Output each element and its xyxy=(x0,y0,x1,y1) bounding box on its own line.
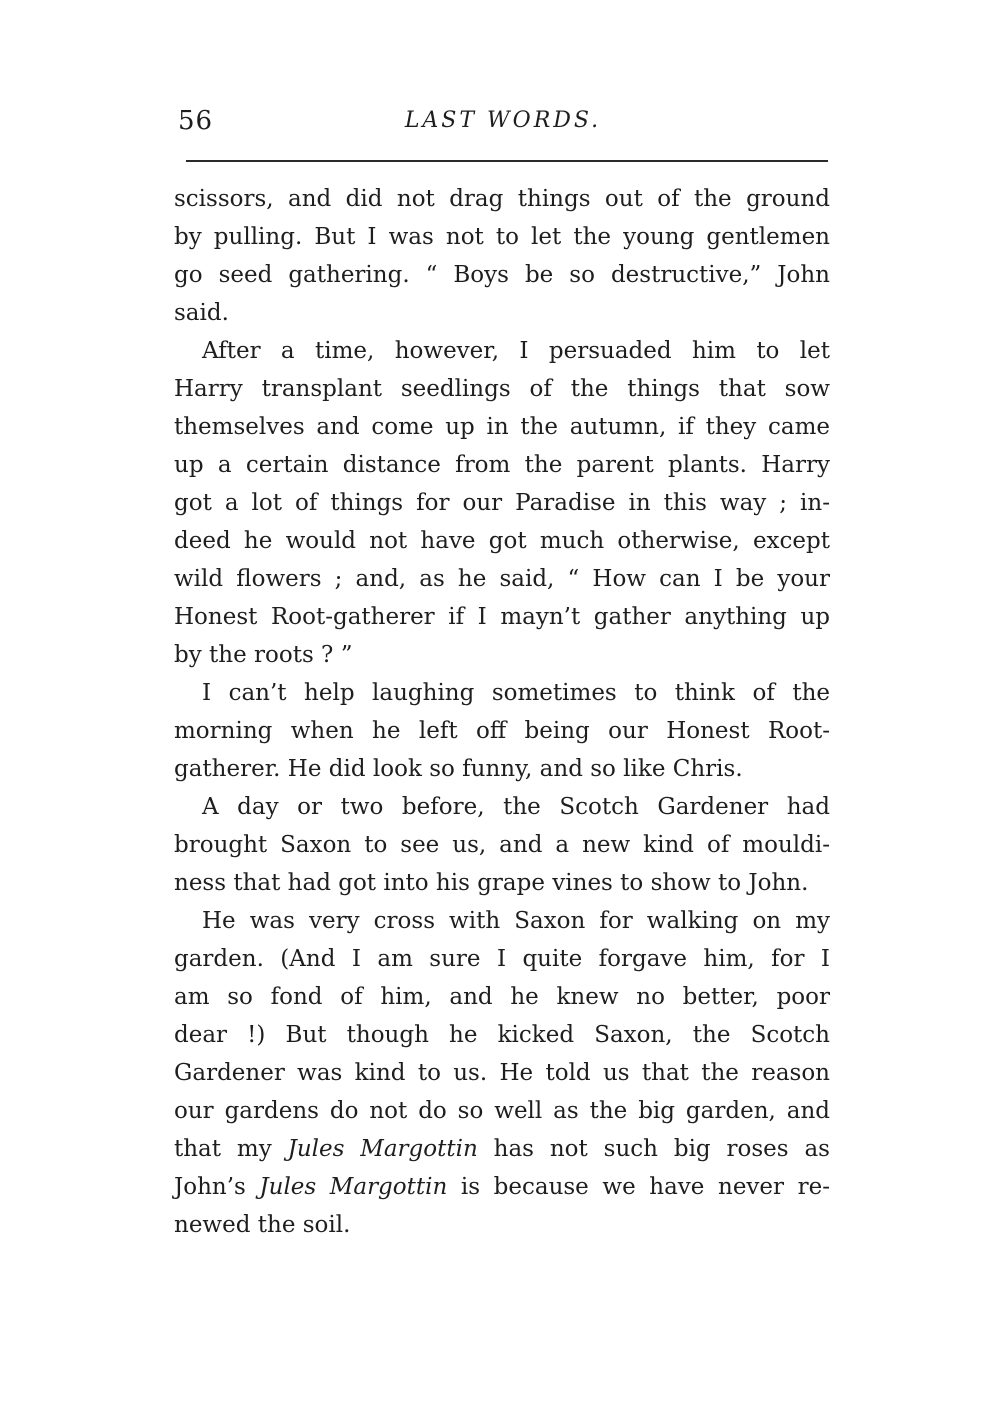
page-header xyxy=(178,106,828,146)
text-line: dear !) But though he kicked Saxon, the Scotch xyxy=(174,1022,830,1048)
page-number: 56 xyxy=(178,106,214,136)
text-line: themselves and come up in the autumn, if they came xyxy=(174,414,830,440)
text-line: our gardens do not do so well as the big garden, and xyxy=(174,1098,830,1124)
header-rule xyxy=(186,160,828,162)
text-line: A day or two before, the Scotch Gardener had xyxy=(202,794,830,820)
text-line: by pulling. But I was not to let the young gentlemen xyxy=(174,224,830,250)
text-line xyxy=(174,1168,830,1206)
text-line: morning when he left off being our Honest Root- xyxy=(174,718,830,744)
text-line: He was very cross with Saxon for walking on my xyxy=(202,908,830,934)
text-line: got a lot of things for our Paradise in this way ; in- xyxy=(174,490,830,516)
text-line xyxy=(174,1130,830,1168)
text-line: wild flowers ; and, as he said, “ How can I be your xyxy=(174,566,830,592)
text-line: up a certain distance from the parent plants. Harry xyxy=(174,452,830,478)
text-line: Honest Root-gatherer if I mayn’t gather anything up xyxy=(174,604,830,630)
text-line: am so fond of him, and he knew no better, poor xyxy=(174,984,830,1010)
text-line: brought Saxon to see us, and a new kind of mouldi- xyxy=(174,832,830,858)
text-line: go seed gathering. “ Boys be so destructive,” John xyxy=(174,262,830,288)
text-segment: has not such big roses as xyxy=(477,1136,830,1162)
text-line: After a time, however, I persuaded him to let xyxy=(202,338,830,364)
text-segment: that my xyxy=(174,1136,288,1162)
text-line: I can’t help laughing sometimes to think of the xyxy=(202,680,830,706)
rose-name: Jules Margottin xyxy=(259,1174,448,1200)
text-line: Gardener was kind to us. He told us that the reason xyxy=(174,1060,830,1086)
text-line: newed the soil. xyxy=(174,1212,351,1238)
text-line: deed he would not have got much otherwise, except xyxy=(174,528,830,554)
body-text xyxy=(174,180,830,1244)
text-segment: John’s xyxy=(174,1174,260,1200)
text-line: gatherer. He did look so funny, and so like Chris. xyxy=(174,756,743,782)
text-line: by the roots ? ” xyxy=(174,642,353,668)
running-head: LAST WORDS. xyxy=(404,108,602,133)
text-line: said. xyxy=(174,300,229,326)
text-line: Harry transplant seedlings of the things that sow xyxy=(174,376,830,402)
text-line: scissors, and did not drag things out of the ground xyxy=(174,186,830,212)
text-segment: is because we have never re- xyxy=(447,1174,830,1200)
text-line: ness that had got into his grape vines to show to John. xyxy=(174,870,809,896)
text-line: garden. (And I am sure I quite forgave him, for I xyxy=(174,946,830,972)
rose-name: Jules Margottin xyxy=(287,1136,478,1162)
